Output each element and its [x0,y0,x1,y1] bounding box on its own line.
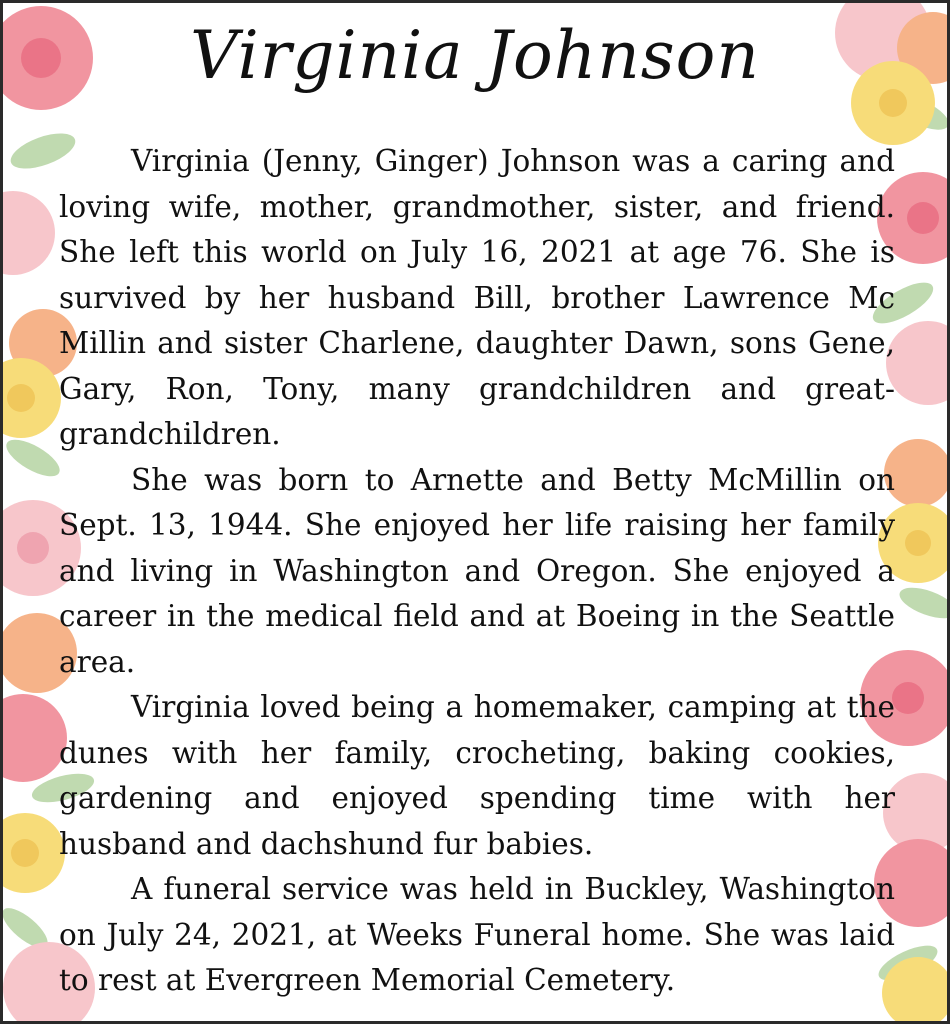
rose-center [892,682,924,714]
rose [3,694,67,782]
rose-center [7,384,35,412]
paragraph-life-and-family: Virginia (Jenny, Ginger) Johnson was a caring and loving wife, mother, grandmother, sister, and friend. She left this world on July 16, 2021 at age 76. She is survived by her husband Bill, brother Lawrence Mc Millin and sister Charlene, daughter Dawn, sons Gene, Gary, Ron, Tony, many grandchildren and great-grandchildren. [59,144,895,451]
obituary-title: Virginia Johnson [190,17,760,94]
leaf [3,433,65,484]
rose-center [907,202,939,234]
rose [886,321,947,405]
rose-center [17,532,49,564]
paragraph-funeral-service: A funeral service was held in Buckley, Washington on July 24, 2021, at Weeks Funeral home. She was laid to rest at Evergreen Memorial Cemetery. [59,872,895,997]
rose-center [905,530,931,556]
leaf [896,581,947,624]
rose-center [11,839,39,867]
obituary-body [59,139,895,1004]
paragraph-hobbies: Virginia loved being a homemaker, camping at the dunes with her family, crocheting, baking cookies, gardening and enjoyed spending time with her husband and dachshund fur babies. [59,690,895,861]
rose [3,191,55,275]
paragraph-birth-and-career: She was born to Arnette and Betty McMillin on Sept. 13, 1944. She enjoyed her life raising her family and living in Washington and Oregon. She enjoyed a career in the medical field and at Boeing in the Seattle area. [59,462,895,679]
